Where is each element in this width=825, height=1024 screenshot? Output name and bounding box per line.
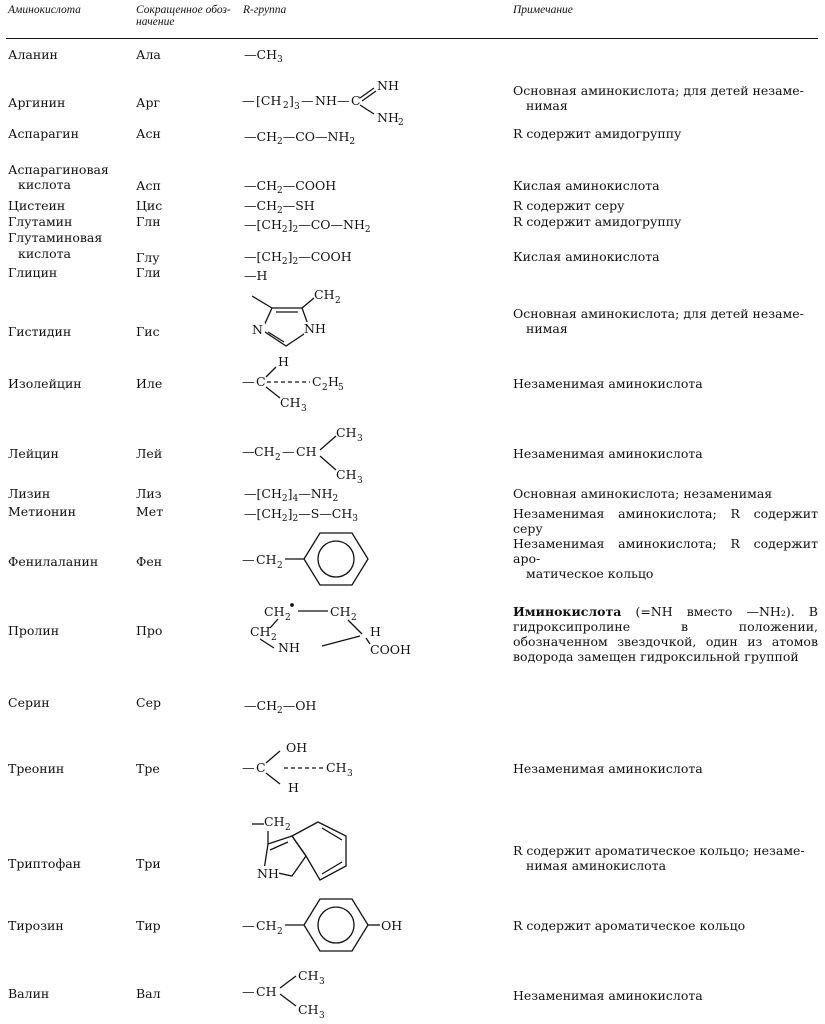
svg-text:CH: CH: [250, 624, 271, 639]
group-phenylalanine: [240, 526, 380, 590]
svg-text:CH: CH: [256, 918, 277, 933]
svg-text:CH: CH: [254, 444, 275, 459]
name-glutamic-acid-line1: Глутаминовая: [8, 230, 103, 245]
svg-text:—: —: [337, 93, 350, 108]
svg-text:CH: CH: [296, 444, 317, 459]
svg-text:—: —: [242, 552, 255, 567]
svg-text:—: —: [282, 444, 295, 459]
svg-text:—: —: [242, 984, 255, 999]
svg-text:CH: CH: [256, 552, 277, 567]
abbr-glycine: Гли: [136, 265, 161, 280]
name-leucine: Лейцин: [8, 446, 59, 461]
svg-text:OH: OH: [286, 740, 308, 755]
header-abbreviation-line1: Сокращенное обоз-: [136, 4, 231, 16]
svg-text:3: 3: [294, 102, 300, 112]
group-glutamine: $—[CH_2]_2—CO—NH_2$: [244, 217, 371, 235]
name-phenylalanine: Фенилаланин: [8, 554, 99, 569]
abbr-arginine: Арг: [136, 95, 161, 110]
name-methionine: Метионин: [8, 504, 76, 519]
svg-text:H: H: [278, 354, 289, 369]
svg-text:2: 2: [335, 296, 341, 306]
group-leucine: [240, 420, 380, 486]
abbr-aspartic-acid: Асп: [136, 178, 161, 193]
svg-text:[CH: [CH: [256, 93, 282, 108]
svg-text:CH: CH: [298, 968, 319, 983]
note-aspartic-acid: Кислая аминокислота: [513, 178, 660, 193]
abbr-glutamic-acid: Глу: [136, 250, 160, 265]
abbr-valine: Вал: [136, 986, 161, 1001]
name-serine: Серин: [8, 695, 50, 710]
name-arginine: Аргинин: [8, 95, 66, 110]
svg-text:—: —: [242, 760, 255, 775]
group-aspartic-acid: $—CH_2—COOH$: [244, 178, 337, 196]
svg-text:2: 2: [322, 383, 328, 393]
group-histidine: [240, 282, 380, 356]
note-histidine: Основная аминокислота; для детей незаме- нимая: [513, 306, 804, 336]
svg-text:2: 2: [285, 613, 291, 623]
abbr-alanine: Ала: [136, 47, 161, 62]
group-tryptophan: [240, 804, 380, 896]
svg-text:—: —: [301, 93, 314, 108]
svg-text:C: C: [256, 374, 266, 389]
abbr-lysine: Лиз: [136, 486, 162, 501]
svg-text:2: 2: [285, 823, 291, 833]
group-lysine: $—[CH_2]_4—NH_2$: [244, 486, 339, 504]
name-glutamic-acid-line2: кислота: [18, 246, 71, 261]
note-proline-bold: Иминокислота: [513, 604, 622, 619]
name-cysteine: Цистеин: [8, 198, 66, 213]
svg-text:CH: CH: [298, 1002, 319, 1017]
group-cysteine: $—CH_2—SH$: [244, 198, 315, 216]
name-tyrosine: Тирозин: [8, 918, 64, 933]
svg-text:CH: CH: [264, 814, 285, 829]
note-methionine: Незаменимая аминокислота; R содержит серу: [513, 506, 818, 536]
svg-text:3: 3: [301, 404, 307, 414]
svg-text:NH: NH: [377, 78, 399, 93]
svg-text:2: 2: [398, 118, 404, 126]
svg-text:H: H: [328, 374, 339, 389]
name-histidine: Гистидин: [8, 324, 72, 339]
svg-text:NH: NH: [315, 93, 337, 108]
svg-text:2: 2: [271, 633, 277, 643]
note-glutamine: R содержит амидогруппу: [513, 214, 682, 229]
svg-text:3: 3: [319, 977, 325, 987]
note-valine: Незаменимая аминокислота: [513, 988, 703, 1003]
group-tyrosine: [240, 894, 420, 960]
group-glutamic-acid: $—[CH_2]_2—COOH$: [244, 249, 352, 267]
abbr-threonine: Тре: [136, 761, 160, 776]
header-rule: [6, 38, 818, 39]
abbr-cysteine: Цис: [136, 198, 163, 213]
abbr-isoleucine: Иле: [136, 376, 163, 391]
group-arginine: [240, 74, 420, 126]
svg-text:CH: CH: [336, 467, 357, 482]
abbr-glutamine: Глн: [136, 214, 161, 229]
name-asparagine: Аспарагин: [8, 126, 79, 141]
group-glycine: —H: [244, 268, 268, 283]
svg-text:H: H: [288, 780, 299, 795]
abbr-phenylalanine: Фен: [136, 554, 163, 569]
group-valine: [240, 962, 380, 1022]
note-proline-text: (=NH вместо —NH₂). В гидроксипролине в положении, обозначенном звездочкой, один из атомов водорода замещен гидроксильной группой: [513, 604, 818, 664]
svg-text:—: —: [242, 918, 255, 933]
svg-text:—: —: [242, 374, 255, 389]
note-lysine: Основная аминокислота; незаменимая: [513, 486, 773, 501]
svg-text:NH: NH: [278, 640, 300, 655]
note-phenylalanine: Незаменимая аминокислота; R содержит аро- матическое кольцо: [513, 536, 818, 581]
svg-text:—: —: [242, 444, 255, 459]
svg-text:3: 3: [347, 769, 353, 779]
note-tryptophan: R содержит ароматическое кольцо; незаме- нимая аминокислота: [513, 843, 805, 873]
header-amino-acid: Аминокислота: [8, 4, 81, 16]
note-cysteine: R содержит серу: [513, 198, 625, 213]
svg-text:3: 3: [357, 476, 363, 486]
name-alanine: Аланин: [8, 47, 58, 62]
note-glutamic-acid: Кислая аминокислота: [513, 249, 660, 264]
note-threonine: Незаменимая аминокислота: [513, 761, 703, 776]
svg-text:3: 3: [357, 434, 363, 444]
svg-text:]: ]: [289, 93, 294, 108]
svg-text:3: 3: [319, 1011, 325, 1021]
abbr-histidine: Гис: [136, 324, 160, 339]
group-threonine: [240, 736, 370, 798]
name-proline: Пролин: [8, 623, 60, 638]
group-alanine: $—CH_3$: [244, 47, 283, 65]
svg-text:CH: CH: [280, 395, 301, 410]
svg-text:C: C: [256, 760, 266, 775]
svg-text:CH: CH: [256, 984, 277, 999]
svg-text:—: —: [242, 93, 255, 108]
svg-text:2: 2: [351, 613, 357, 623]
header-r-group: R-группа: [243, 4, 287, 16]
abbr-asparagine: Асн: [136, 126, 161, 141]
svg-text:CH: CH: [314, 287, 335, 302]
svg-text:N: N: [252, 322, 263, 337]
abbr-proline: Про: [136, 623, 163, 638]
svg-text:NH: NH: [257, 866, 279, 881]
svg-text:CH: CH: [326, 760, 347, 775]
note-isoleucine: Незаменимая аминокислота: [513, 376, 703, 391]
abbr-methionine: Мет: [136, 504, 164, 519]
name-aspartic-acid-line1: Аспарагиновая: [8, 162, 109, 177]
svg-text:NH: NH: [377, 110, 399, 125]
note-leucine: Незаменимая аминокислота: [513, 446, 703, 461]
svg-text:2: 2: [277, 927, 283, 937]
svg-text:CH: CH: [264, 604, 285, 619]
svg-text:2: 2: [283, 101, 289, 111]
name-tryptophan: Триптофан: [8, 856, 82, 871]
name-glycine: Глицин: [8, 265, 58, 280]
svg-text:OH: OH: [381, 918, 403, 933]
svg-text:NH: NH: [304, 321, 326, 336]
header-abbreviation-line2: начение: [136, 16, 175, 28]
name-aspartic-acid-line2: кислота: [18, 177, 71, 192]
name-valine: Валин: [8, 986, 50, 1001]
svg-text:5: 5: [338, 383, 344, 393]
group-serine: $—CH_2—OH$: [244, 698, 317, 716]
note-proline: [513, 604, 818, 664]
group-asparagine: $—CH_2—CO—NH_2$: [244, 129, 356, 147]
abbr-tyrosine: Тир: [136, 918, 161, 933]
svg-text:CH: CH: [330, 604, 351, 619]
svg-text:2: 2: [277, 561, 283, 571]
svg-text:2: 2: [275, 453, 281, 463]
abbr-leucine: Лей: [136, 446, 163, 461]
group-methionine: $—[CH_2]_2—S—CH_3$: [244, 506, 358, 524]
note-tyrosine: R содержит ароматическое кольцо: [513, 918, 746, 933]
abbr-serine: Сер: [136, 695, 161, 710]
name-glutamine: Глутамин: [8, 214, 73, 229]
group-isoleucine: [240, 352, 370, 414]
note-asparagine: R содержит амидогруппу: [513, 126, 682, 141]
abbr-tryptophan: Три: [136, 856, 161, 871]
note-arginine: Основная аминокислота; для детей незаме- нимая: [513, 83, 804, 113]
svg-text:C: C: [351, 93, 361, 108]
svg-text:COOH: COOH: [370, 642, 411, 657]
header-note: Примечание: [513, 4, 573, 16]
name-threonine: Треонин: [8, 761, 65, 776]
svg-text:C: C: [312, 374, 322, 389]
svg-text:CH: CH: [336, 425, 357, 440]
group-proline: [240, 596, 420, 666]
name-isoleucine: Изолейцин: [8, 376, 82, 391]
svg-text:H: H: [370, 624, 381, 639]
name-lysine: Лизин: [8, 486, 51, 501]
